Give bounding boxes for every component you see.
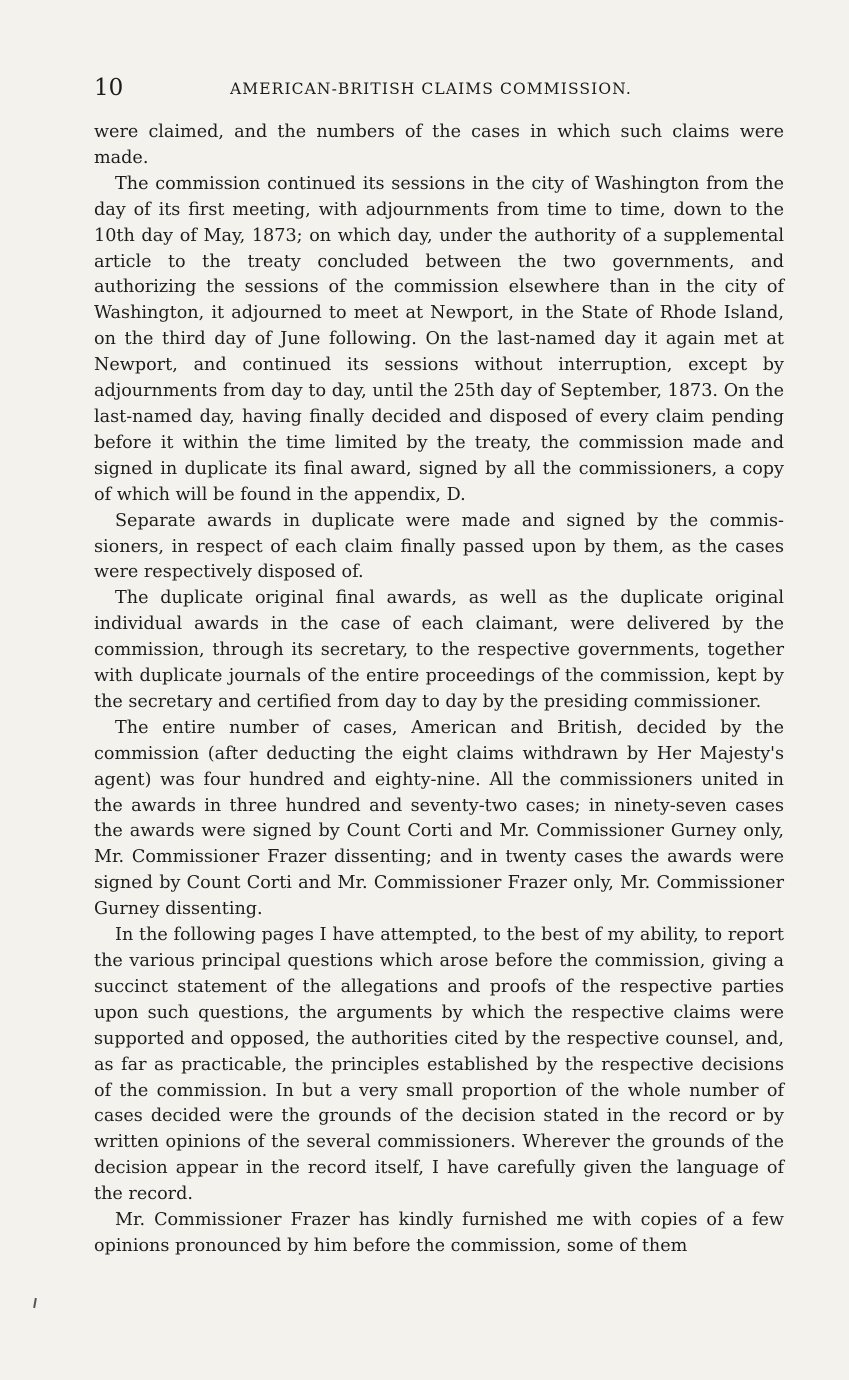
- paragraph-separate-awards: Separate awards in duplicate were made and signed by the commissioners, in respect of each claim finally passed upon by them, as the cases were respectively disposed of.: [94, 510, 784, 583]
- body-text: [94, 120, 784, 1260]
- page-header: [94, 74, 784, 104]
- running-head: AMERICAN-BRITISH CLAIMS COMMISSION.: [230, 80, 632, 98]
- paragraph-following-pages: In the following pages I have attempted, to the best of my ability, to report the various principal questions which arose before the commission, giving a succinct statement of the allegations and proofs of the respective parties upon such questions, the arguments by which the respective claims were supported and opposed, the authorities cited by the respective counsel, and, as far as practicable, the principles established by the respective decisions of the commission. In but a very small proportion of the whole number of cases decided were the grounds of the decision stated in the record or by written opinions of the several commissioners. Wherever the grounds of the decision appear in the record itself, I have carefully given the language of the record.: [94, 925, 784, 1205]
- paragraph-sessions: The commission continued its sessions in the city of Washington from the day of its first meeting, with adjournments from time to time, down to the 10th day of May, 1873; on which day, under the authority of a supplemental article to the treaty concluded between the two governments, and authorizing the sessions of the commission elsewhere than in the city of Washington, it adjourned to meet at Newport, in the State of Rhode Island, on the third day of June following. On the last-named day it again met at Newport, and continued its sessions without interruption, except by adjournments from day to day, until the 25th day of September, 1873. On the last-named day, having finally decided and disposed of every claim pending before it within the time limited by the treaty, the commission made and signed in duplicate its final award, signed by all the commissioners, a copy of which will be found in the appendix, D.: [94, 173, 784, 505]
- paragraph-continued: were claimed, and the numbers of the cases in which such claims were made.: [94, 122, 784, 168]
- paragraph-duplicate-awards: The duplicate original final awards, as well as the duplicate original individual awards in the case of each claimant, were delivered by the commission, through its secretary, to the respective governments, together with duplicate journals of the entire proceedings of the commission, kept by the secretary and certified from day to day by the presiding commissioner.: [94, 588, 784, 712]
- margin-mark: [33, 1298, 37, 1308]
- paragraph-frazer-opinions: Mr. Commissioner Frazer has kindly furnished me with copies of a few opinions pronounced by him before the commission, some of them: [94, 1210, 784, 1256]
- paragraph-number-of-cases: The entire number of cases, American and British, decided by the commission (after deducting the eight claims withdrawn by Her Majesty's agent) was four hundred and eighty-nine. All the commissioners united in the awards in three hundred and seventy-two cases; in ninety-seven cases the awards were signed by Count Corti and Mr. Commissioner Gurney only, Mr. Commissioner Frazer dissenting; and in twenty cases the awards were signed by Count Corti and Mr. Commissioner Frazer only, Mr. Commissioner Gurney dissenting.: [94, 717, 784, 920]
- page-number: 10: [94, 75, 124, 101]
